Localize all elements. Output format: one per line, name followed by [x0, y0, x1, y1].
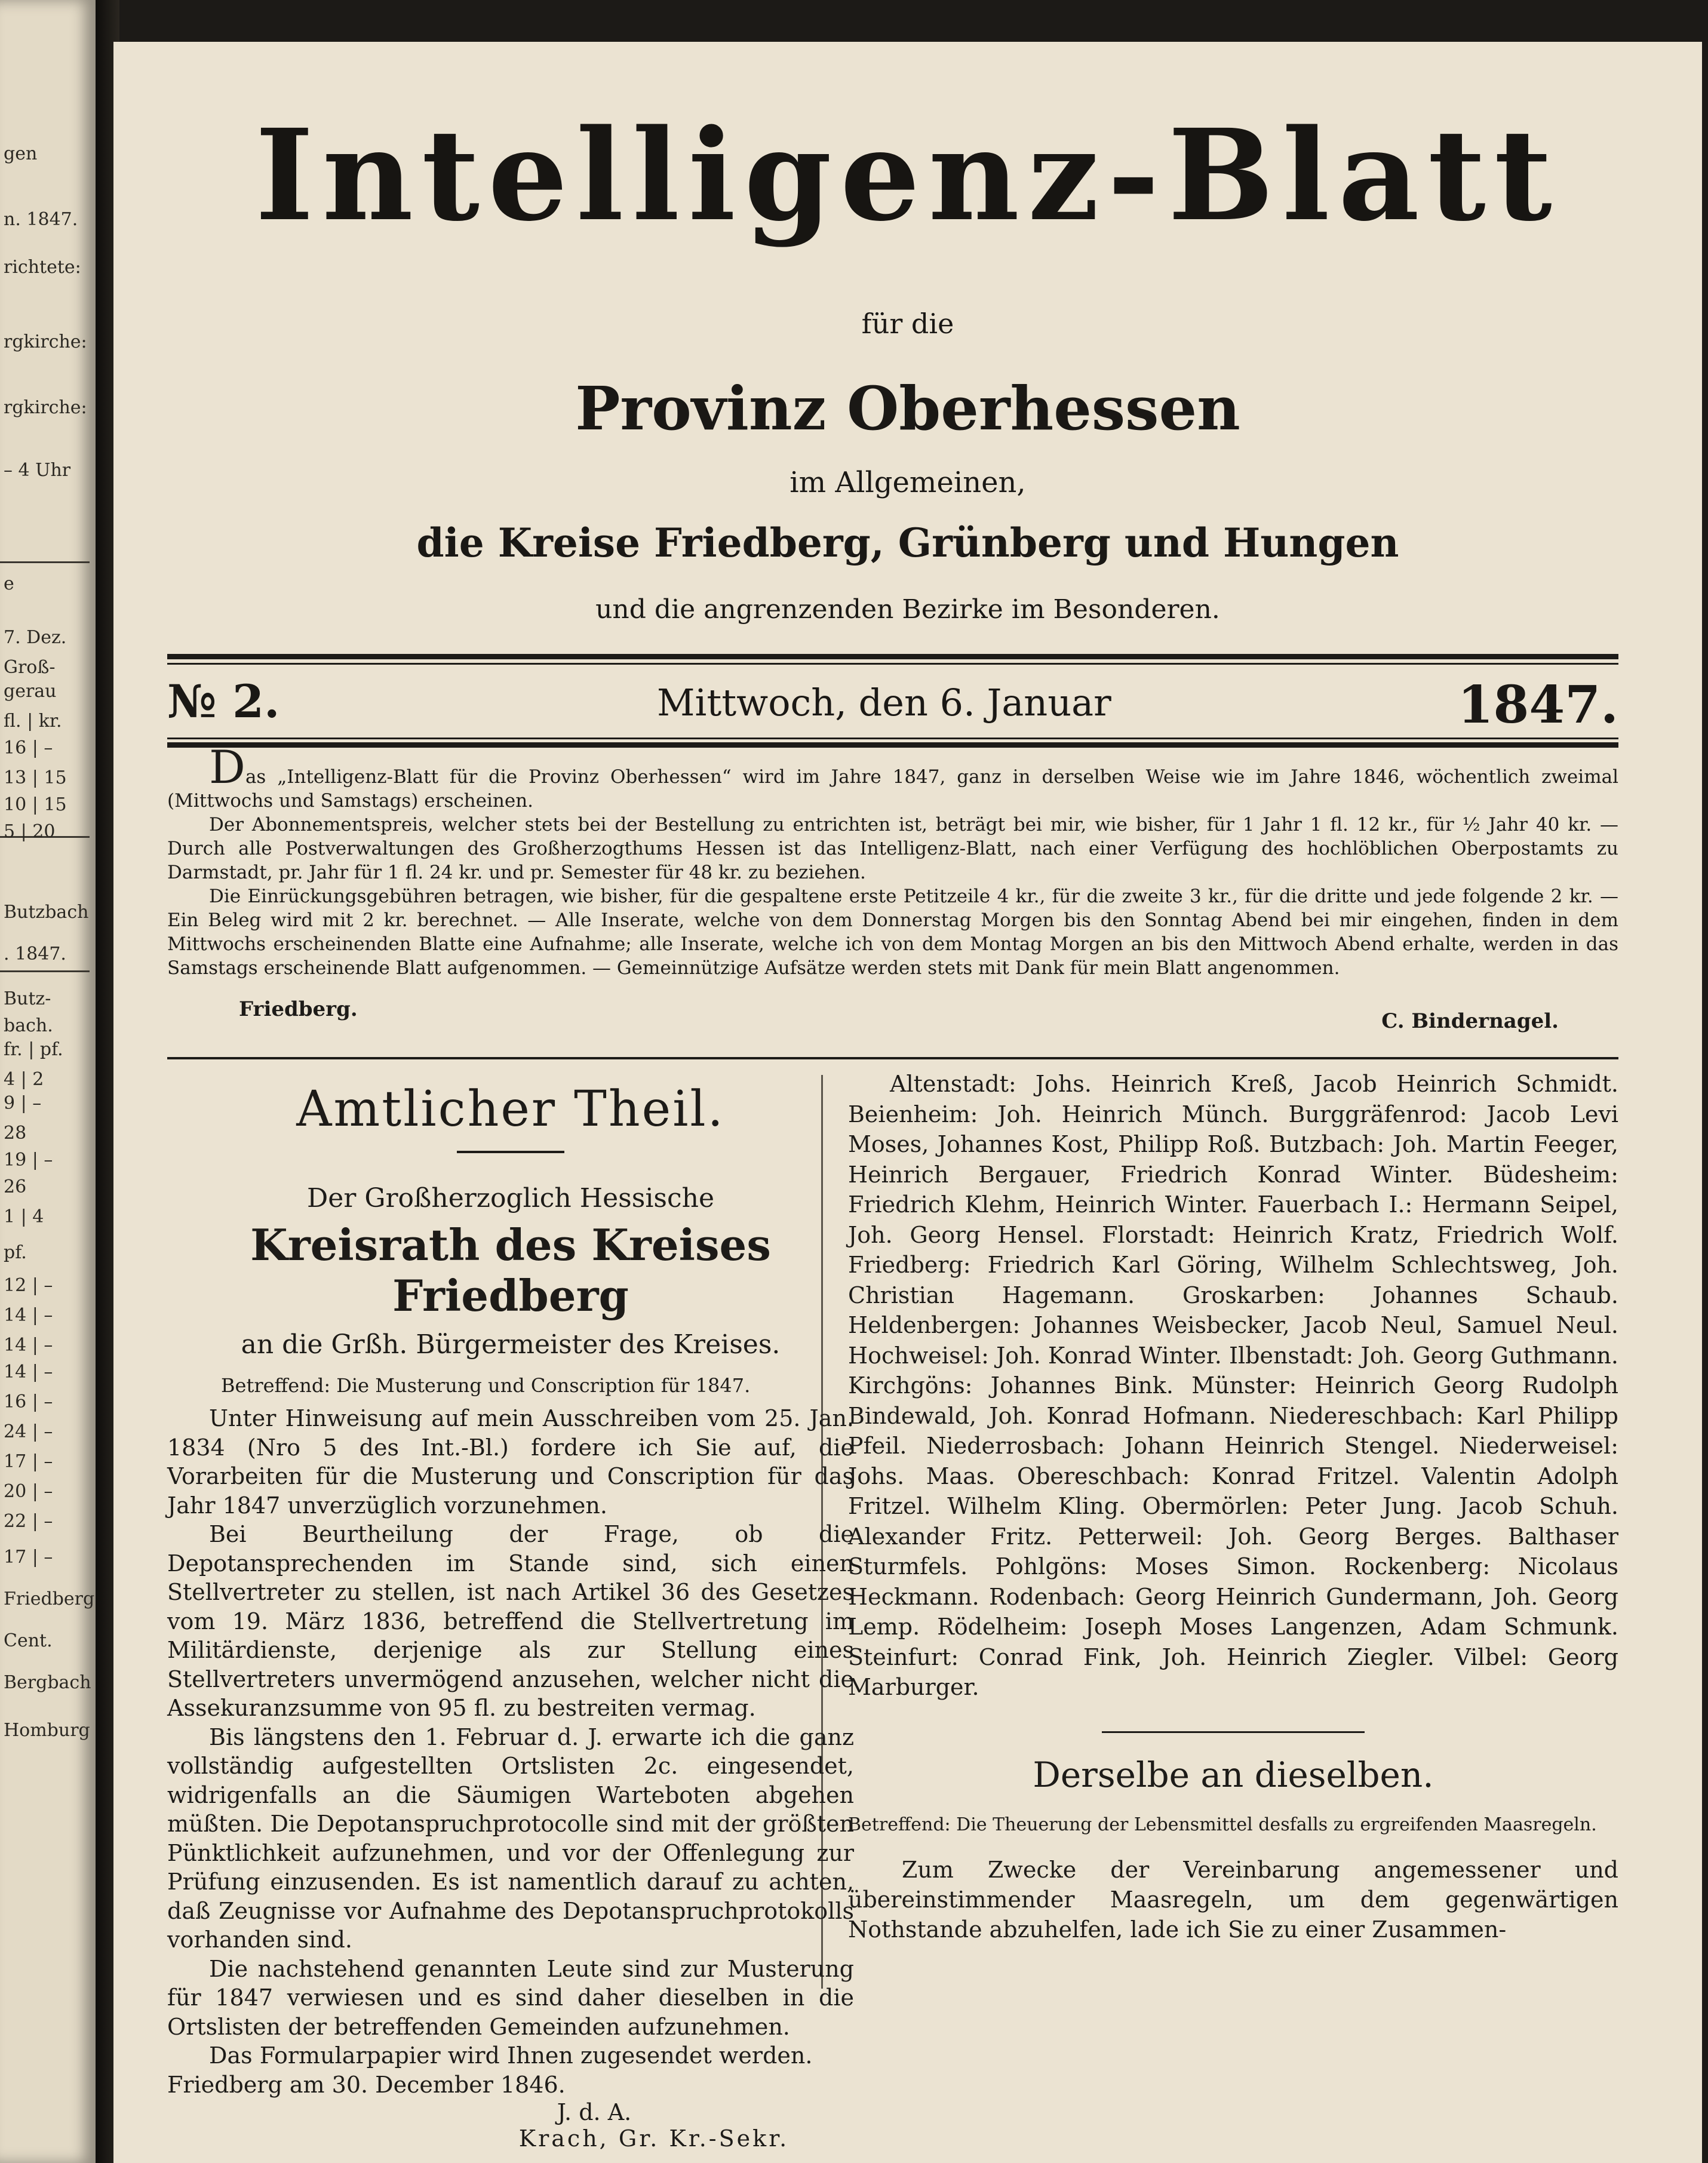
prev-page-fragment: 9 | –: [4, 1093, 42, 1114]
prev-page-fragment: Butzbach: [4, 902, 89, 923]
prev-page-fragment: – 4 Uhr: [4, 460, 71, 481]
second-subject-line: Betreffend: Die Theuerung der Lebensmittel desfalls zu ergreifenden Maasregeln.: [848, 1814, 1597, 1835]
issue-date: Mittwoch, den 6. Januar: [657, 681, 1111, 724]
notice-paragraph-1: Das „Intelligenz-Blatt für die Provinz Oberhessen“ wird im Jahre 1847, ganz in derselben Weise wie im Jahre 1846, wöchentlich zweimal (Mittwochs und Samstags) erscheinen.: [167, 741, 1618, 812]
header-rule-thin: [167, 663, 1618, 665]
issue-year: 1847.: [1457, 675, 1618, 735]
prev-page-fragment: n. 1847.: [4, 209, 78, 230]
left-column: [167, 1069, 854, 2152]
names-paragraph: Altenstadt: Johs. Heinrich Kreß, Jacob Heinrich Schmidt. Beienheim: Joh. Heinrich Münch. Burggräfenrod: Jacob Levi Moses, Johannes Kost, Philipp Roß. Butzbach: Joh. Martin Feeger, Heinrich Bergauer, Friedrich Konrad Winter. Büdesheim: Friedrich Klehm, Heinrich Winter. Fauerbach I.: Hermann Seipel, Joh. Georg Hensel. Florstadt: Heinrich Kratz, Friedrich Wolf. Friedberg: Friedrich Karl Göring, Wilhelm Schlechtsweg, Joh. Christian Hagemann. Groskarben: Johannes Schaub. Heldenbergen: Johannes Weisbecker, Jacob Neul, Samuel Neul. Hochweisel: Joh. Konrad Winter. Ilbenstadt: Joh. Georg Guthmann. Kirchgöns: Johannes Bink. Münster: Heinrich Georg Rudolph Bindewald, Joh. Konrad Hofmann. Niedereschbach: Karl Philipp Pfeil. Niederrosbach: Johann Heinrich Stengel. Niederweisel: Johs. Maas. Obereschbach: Konrad Fritzel. Valentin Adolph Fritzel. Wilhelm Kling. Obermörlen: Peter Jung. Jacob Schuh. Alexander Fritz. Petterweil: Joh. Georg Berges. Balthaser Sturmfels. Pohlgöns: Moses Simon. Rockenberg: Nicolaus Heckmann. Rodenbach: Georg Heinrich Gundermann, Joh. Georg Lemp. Rödelheim: Joseph Moses Langenzen, Adam Schmunk. Steinfurt: Conrad Fink, Joh. Heinrich Ziegler. Vilbel: Georg Marburger.: [848, 1071, 1618, 1700]
prev-page-fragment: fr. | pf.: [4, 1039, 63, 1060]
issue-rule-thick: [167, 742, 1618, 748]
prev-page-fragment: 14 | –: [4, 1362, 53, 1382]
prev-page-fragment: Bergbach: [4, 1672, 91, 1693]
prev-page-fragment: 22 | –: [4, 1511, 53, 1532]
masthead-line-4: die Kreise Friedberg, Grünberg und Hungen: [416, 520, 1399, 566]
prev-page-fragment: 4 | 2: [4, 1069, 44, 1090]
prev-page-fragment: 17 | –: [4, 1547, 53, 1568]
masthead-line-1: für die: [861, 308, 954, 340]
second-body-paragraph: Zum Zwecke der Vereinbarung angemessener und übereinstimmender Maasregeln, um dem gegenwärtigen Nothstande abzuhelfen, lade ich Sie zu einer Zusammen-: [848, 1856, 1618, 1943]
prev-page-fragment: pf.: [4, 1242, 27, 1263]
article-separator: [1102, 1731, 1365, 1733]
notice-paragraph-3: Die Einrückungsgebühren betragen, wie bisher, für die gespaltene erste Petitzeile 4 kr., für die zweite 3 kr., für die dritte und jede folgende 2 kr. — Ein Beleg wird mit 2 kr. berechnet. — Alle Inserate, welche von dem Donnerstag Morgen bis den Sonntag Abend bei mir eingehen, finden in dem Mittwochs erscheinenden Blatte eine Aufnahme; alle Inserate, welche ich von dem Montag Morgen an bis den Mittwoch Abend erhalte, werden in das Samstags erscheinende Blatt aufgenommen. — Gemeinnützige Aufsätze werden stets mit Dank für mein Blatt angenommen.: [167, 886, 1618, 979]
sender-line-3: an die Grßh. Bürgermeister des Kreises.: [241, 1329, 781, 1360]
conscription-name-list: [848, 1069, 1618, 1703]
prev-page-fragment: rgkirche:: [4, 331, 87, 352]
prev-page-fragment: 16 | –: [4, 1391, 53, 1412]
prev-page-fragment: 24 | –: [4, 1421, 53, 1442]
title-underline: [457, 1151, 564, 1153]
signature-line-1: J. d. A.: [557, 2099, 632, 2125]
masthead-line-3: im Allgemeinen,: [790, 466, 1026, 499]
notice-place: Friedberg.: [239, 997, 358, 1021]
prev-page-fragment: e: [4, 573, 14, 594]
prev-page-fragment: 16 | –: [4, 738, 53, 758]
prev-page-fragment: Cent.: [4, 1630, 53, 1651]
prev-page-fragment: fl. | kr.: [4, 711, 62, 732]
body-paragraph-4: Die nachstehend genannten Leute sind zur Musterung für 1847 verwiesen und es sind daher dieselben in die Ortslisten der betreffenden Gemeinden aufzunehmen.: [167, 1955, 854, 2040]
prev-page-fragment: 7. Dez.: [4, 627, 67, 648]
sender-line-1: Der Großherzoglich Hessische: [307, 1183, 714, 1213]
subscription-notice: [167, 741, 1618, 980]
prev-page-fragment: Butz-: [4, 988, 51, 1009]
subject-line: Betreffend: Die Musterung und Conscription für 1847.: [221, 1374, 751, 1397]
prev-page-fragment: 10 | 15: [4, 794, 67, 815]
notice-date-line: Friedberg am 30. December 1846.: [167, 2071, 566, 2098]
notice-signature: [167, 997, 1618, 1033]
prev-page-fragment: 26: [4, 1176, 27, 1197]
prev-page-fragment: gerau: [4, 681, 57, 702]
prev-page-fragment: 20 | –: [4, 1481, 53, 1502]
right-column: [848, 1069, 1618, 1944]
notice-paragraph-2: Der Abonnementspreis, welcher stets bei der Bestellung zu entrichten ist, beträgt bei mir, wie bisher, für 1 Jahr 1 fl. 12 kr., für ½ Jahr 40 kr. — Durch alle Postverwaltungen des Großherzogthums Hessen ist das Intelligenz-Blatt, nach einer Verfügung des hochlöblichen Oberpostamts zu Darmstadt, pr. Jahr für 1 fl. 24 kr. und pr. Semester für 48 kr. zu beziehen.: [167, 814, 1618, 883]
prev-page-fragment: 14 | –: [4, 1305, 53, 1326]
prev-page-fragment: 19 | –: [4, 1150, 53, 1170]
body-paragraph-2: Bei Beurtheilung der Frage, ob die Depotansprechenden im Stande sind, sich einen Stellvertreter zu stellen, ist nach Artikel 36 des Gesetzes vom 19. März 1836, betreffend die Stellvertretung im Militärdienste, derjenige als zur Stellung eines Stellvertreters unvermögend anzusehen, welcher nicht die Assekuranzsumme von 95 fl. zu bestreiten vermag.: [167, 1521, 854, 1721]
sender-line-2: Kreisrath des Kreises Friedberg: [250, 1219, 771, 1321]
issue-row: [167, 675, 1618, 746]
notice-signer: C. Bindernagel.: [1381, 1009, 1559, 1033]
prev-page-fragment: 12 | –: [4, 1275, 53, 1296]
second-notice-body: [848, 1855, 1618, 1944]
issue-rule-thin: [167, 738, 1618, 739]
prev-page-fragment: gen: [4, 143, 38, 164]
masthead-line-2: Provinz Oberhessen: [575, 373, 1240, 444]
header-double-rule-top: [167, 654, 1618, 659]
second-notice-title: Derselbe an dieselben.: [1033, 1754, 1434, 1795]
prev-page-fragment: . 1847.: [4, 944, 66, 964]
masthead-title: Intelligenz-Blatt: [255, 102, 1560, 249]
prev-page-rule: [0, 970, 90, 972]
prev-page-fragment: 14 | –: [4, 1335, 53, 1356]
prev-page-fragment: 17 | –: [4, 1451, 53, 1472]
prev-page-fragment: richtete:: [4, 257, 81, 278]
body-paragraph-1: Unter Hinweisung auf mein Ausschreiben vom 25. Jan. 1834 (Nro 5 des Int.-Bl.) fordere ich Sie auf, die Vorarbeiten für die Musterung und Conscription für das Jahr 1847 unverzüglich vorzunehmen.: [167, 1405, 854, 1519]
section-title: Amtlicher Theil.: [296, 1081, 725, 1138]
prev-page-fragment: Homburg: [4, 1720, 90, 1741]
prev-page-fragment: Groß-: [4, 657, 56, 678]
prev-page-fragment: 1 | 4: [4, 1206, 44, 1227]
previous-page-edge: [0, 0, 96, 2163]
newspaper-page: [113, 42, 1702, 2163]
prev-page-rule: [0, 561, 90, 563]
prev-page-fragment: 5 | 20: [4, 821, 56, 842]
masthead-line-5: und die angrenzenden Bezirke im Besonderen.: [595, 594, 1220, 625]
prev-page-fragment: rgkirche:: [4, 397, 87, 418]
section-rule: [167, 1057, 1618, 1059]
prev-page-fragment: 28: [4, 1123, 27, 1144]
notice-body: [167, 1404, 854, 2070]
prev-page-fragment: 13 | 15: [4, 767, 67, 788]
signature-line-2: Krach, Gr. Kr.-Sekr.: [518, 2125, 790, 2152]
body-paragraph-5: Das Formularpapier wird Ihnen zugesendet werden.: [209, 2042, 813, 2069]
prev-page-fragment: Friedberg: [4, 1589, 95, 1609]
prev-page-fragment: bach.: [4, 1015, 53, 1036]
body-paragraph-3: Bis längstens den 1. Februar d. J. erwarte ich die ganz vollständig aufgestellten Ortslisten 2c. eingesendet, widrigenfalls an die Säumigen Warteboten abgehen müßten. Die Depotanspruchprotocolle sind mit der größten Pünktlichkeit aufzunehmen, und vor der Offenlegung zur Prüfung einzusenden. Es ist namentlich darauf zu achten, daß Zeugnisse vor Aufnahme des Depotanspruchprotokolls vorhanden sind.: [167, 1723, 854, 1953]
issue-number: № 2.: [167, 675, 280, 728]
